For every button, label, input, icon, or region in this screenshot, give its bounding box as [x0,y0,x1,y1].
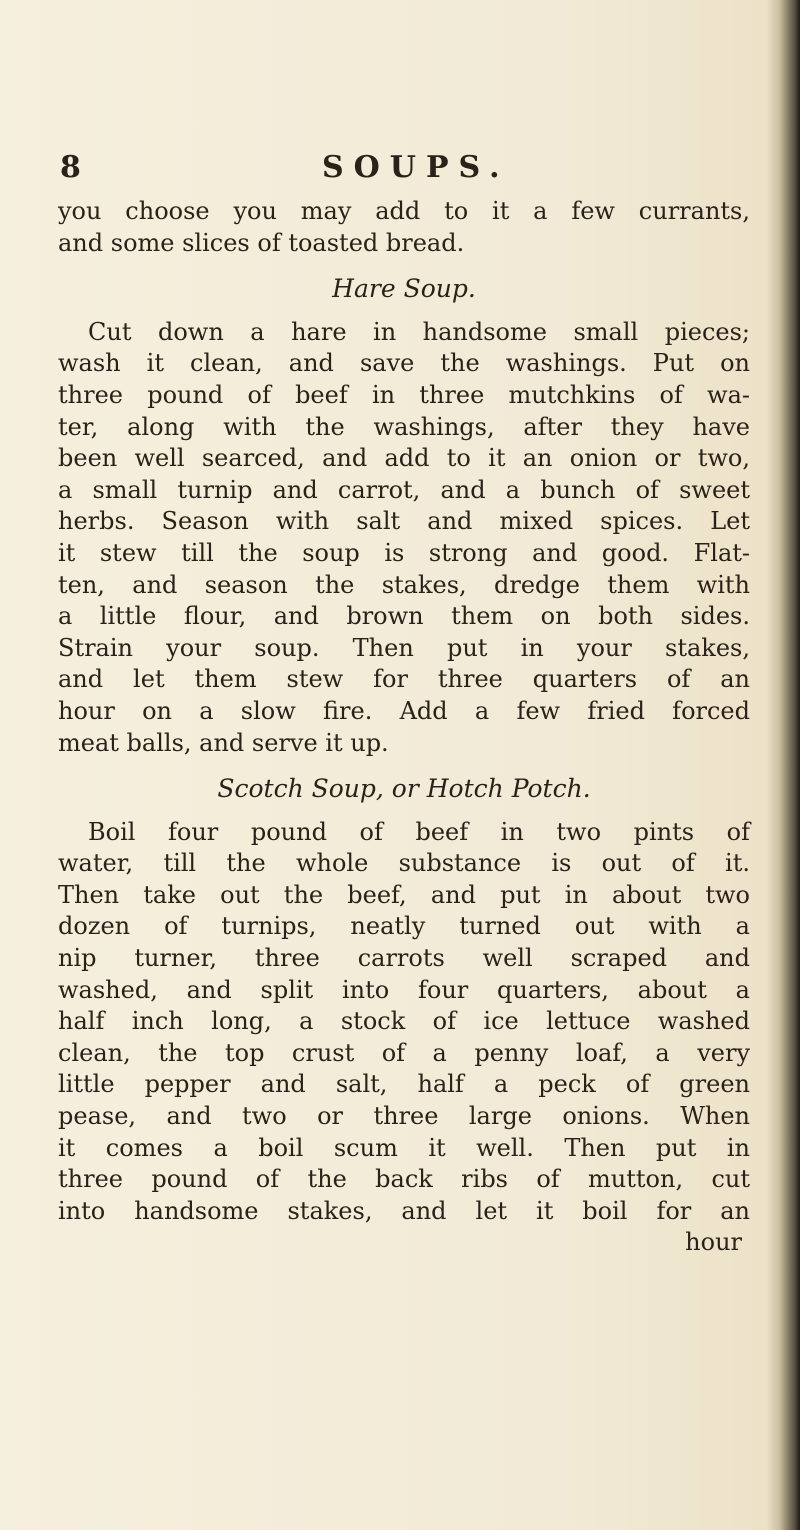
running-head: SOUPS. [322,150,510,185]
text-line: three pound of the back ribs of mutton, cut [58,1165,750,1194]
text-line: ten, and season the stakes, dredge them with [58,570,750,599]
text-line: hour on a slow fire. Add a few fried forced [58,696,750,725]
section-title-hare-soup: Hare Soup. [332,274,476,304]
text-line: it stew till the soup is strong and good. Flat- [58,538,750,567]
text-line: ter, along with the washings, after they have [58,412,750,441]
page-header [60,148,740,192]
text-line: it comes a boil scum it well. Then put in [58,1133,750,1162]
text-line: little pepper and salt, half a peck of green [58,1070,750,1099]
text-line: dozen of turnips, neatly turned out with a [58,912,750,941]
text-line: three pound of beef in three mutchkins of wa- [58,380,750,409]
text-line: a small turnip and carrot, and a bunch of sweet [58,475,750,504]
page-spine-shadow [766,0,800,1530]
text-line: half inch long, a stock of ice lettuce washed [58,1007,750,1036]
text-line: been well searced, and add to it an onion or two, [58,444,750,473]
text-line: Boil four pound of beef in two pints of [88,817,750,846]
text-line: Cut down a hare in handsome small pieces; [88,317,750,346]
text-line: herbs. Season with salt and mixed spices. Let [58,507,750,536]
text-line: nip turner, three carrots well scraped and [58,944,750,973]
text-line: water, till the whole substance is out of it. [58,849,750,878]
text-line: a little flour, and brown them on both sides. [58,602,750,631]
text-line: and some slices of toasted bread. [58,228,465,257]
section-title-scotch-soup: Scotch Soup, or Hotch Potch. [217,774,591,804]
text-line: clean, the top crust of a penny loaf, a very [58,1038,750,1067]
text-line: you choose you may add to it a few currants, [58,197,750,225]
text-line: Strain your soup. Then put in your stakes, [58,633,750,662]
text-line: pease, and two or three large onions. When [58,1102,750,1131]
body-text [58,196,750,1259]
text-line: into handsome stakes, and let it boil for an [58,1196,750,1225]
text-line: Then take out the beef, and put in about two [58,880,750,909]
catchword: hour [685,1228,742,1257]
text-line: wash it clean, and save the washings. Put on [58,349,750,378]
text-line: washed, and split into four quarters, about a [58,975,750,1004]
text-line: meat balls, and serve it up. [58,728,389,757]
text-line: and let them stew for three quarters of an [58,665,750,694]
page-number: 8 [60,150,81,185]
